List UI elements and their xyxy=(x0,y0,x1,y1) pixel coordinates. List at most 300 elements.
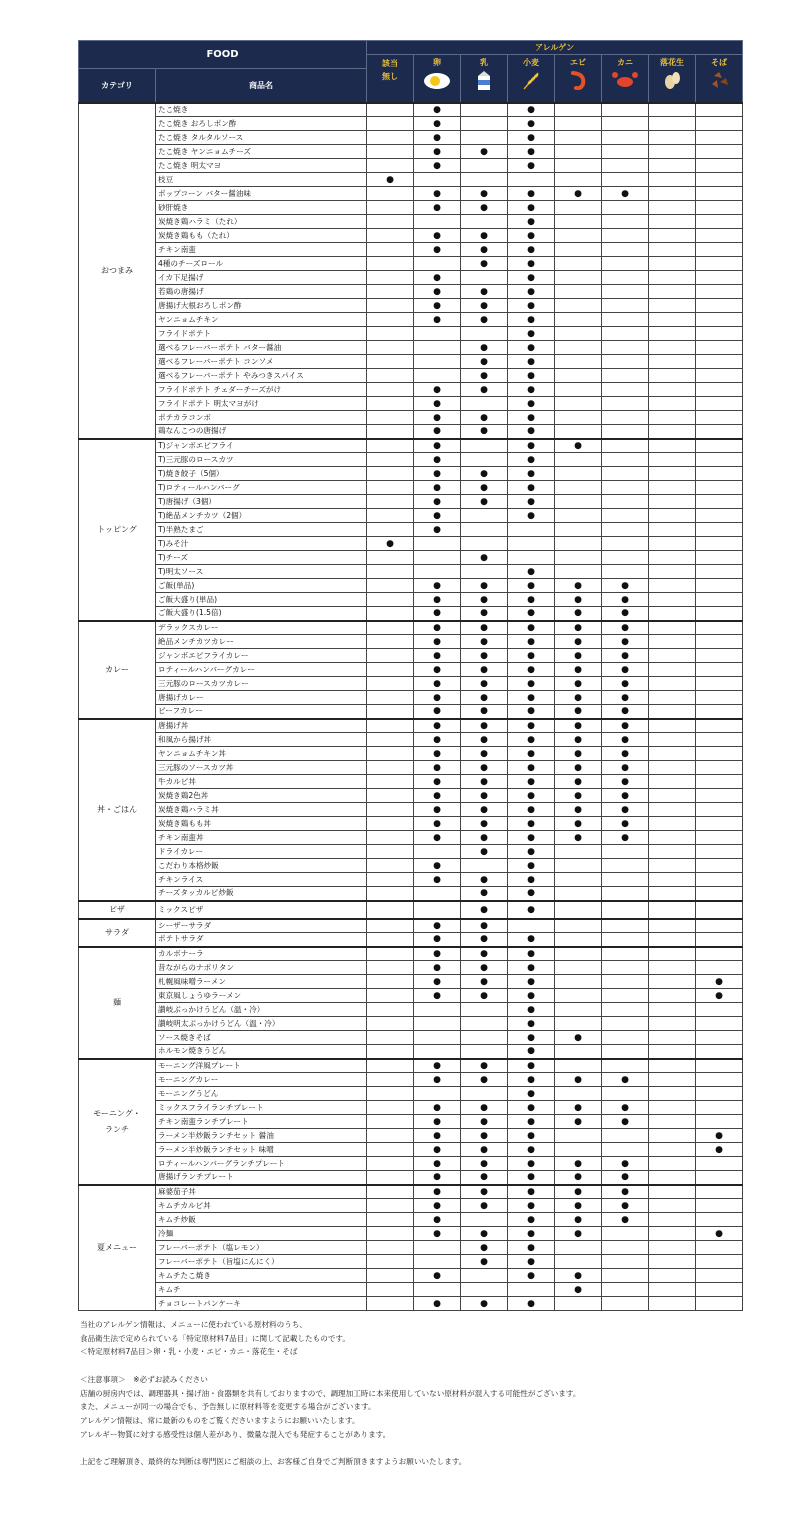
table-row xyxy=(79,933,743,947)
allergen-mark-cell: ● xyxy=(508,747,555,761)
allergen-mark-cell: ● xyxy=(461,369,508,383)
allergen-mark-cell: ● xyxy=(508,327,555,341)
allergen-mark-cell: ● xyxy=(508,1017,555,1031)
allergen-mark-cell: ● xyxy=(461,579,508,593)
category-label: 麺 xyxy=(113,997,121,1007)
allergen-mark-cell: ● xyxy=(414,1297,461,1311)
product-name: モーニングカレー xyxy=(156,1073,367,1087)
allergen-mark-cell xyxy=(649,369,696,383)
table-row xyxy=(79,691,743,705)
allergen-mark-cell xyxy=(602,509,649,523)
allergen-mark-cell xyxy=(649,509,696,523)
allergen-mark-cell xyxy=(555,1241,602,1255)
category-group xyxy=(79,719,743,901)
allergen-mark-cell xyxy=(696,1087,743,1101)
allergen-mark-cell: ● xyxy=(414,383,461,397)
allergen-mark-cell: ● xyxy=(414,1185,461,1199)
category-cell xyxy=(79,1059,156,1185)
allergen-mark-cell xyxy=(649,397,696,411)
table-row xyxy=(79,495,743,509)
product-name: T)明太ソース xyxy=(156,565,367,579)
allergen-mark-cell xyxy=(602,523,649,537)
allergen-mark-cell: ● xyxy=(508,397,555,411)
allergen-mark-cell: ● xyxy=(508,845,555,859)
allergen-mark-cell xyxy=(602,1269,649,1283)
allergen-mark-cell xyxy=(649,1283,696,1297)
allergen-mark-cell xyxy=(555,243,602,257)
allergen-mark-cell xyxy=(649,677,696,691)
table-row xyxy=(79,831,743,845)
product-name: モーニング洋風プレート xyxy=(156,1059,367,1073)
allergen-mark-cell xyxy=(602,439,649,453)
allergen-mark-cell xyxy=(555,495,602,509)
allergen-mark-cell xyxy=(602,341,649,355)
category-group xyxy=(79,1059,743,1185)
product-name: 選べるフレーバーポテト やみつきスパイス xyxy=(156,369,367,383)
product-name: シーザーサラダ xyxy=(156,919,367,933)
allergen-mark-cell: ● xyxy=(508,453,555,467)
allergen-mark-cell: ● xyxy=(508,1255,555,1269)
allergen-mark-cell xyxy=(602,1227,649,1241)
allergen-mark-cell xyxy=(555,103,602,117)
allergen-mark-cell xyxy=(461,1045,508,1059)
table-row xyxy=(79,1213,743,1227)
allergen-mark-cell: ● xyxy=(461,1073,508,1087)
allergen-mark-cell: ● xyxy=(414,747,461,761)
allergen-mark-cell: ● xyxy=(461,1101,508,1115)
allergen-mark-cell: ● xyxy=(602,831,649,845)
table-row xyxy=(79,789,743,803)
product-name: ポテトサラダ xyxy=(156,933,367,947)
product-name: T)唐揚げ（3個） xyxy=(156,495,367,509)
allergen-mark-cell: ● xyxy=(414,285,461,299)
product-name: フライドポテト チェダーチーズがけ xyxy=(156,383,367,397)
allergen-mark-cell: ● xyxy=(461,887,508,901)
allergen-mark-cell xyxy=(461,453,508,467)
allergen-mark-cell xyxy=(461,1087,508,1101)
allergen-mark-cell xyxy=(555,201,602,215)
allergen-mark-cell xyxy=(649,989,696,1003)
allergen-mark-cell xyxy=(367,1157,414,1171)
allergen-mark-cell: ● xyxy=(414,691,461,705)
allergen-mark-cell xyxy=(367,383,414,397)
allergen-mark-cell: ● xyxy=(602,1213,649,1227)
allergen-mark-cell xyxy=(508,551,555,565)
allergen-mark-cell xyxy=(461,1003,508,1017)
table-row xyxy=(79,1297,743,1311)
table-row xyxy=(79,159,743,173)
allergen-mark-cell xyxy=(649,705,696,719)
allergen-mark-cell xyxy=(649,201,696,215)
allergen-mark-cell xyxy=(367,817,414,831)
category-group xyxy=(79,947,743,1059)
allergen-mark-cell: ● xyxy=(508,961,555,975)
allergen-mark-cell xyxy=(367,243,414,257)
table-row xyxy=(79,677,743,691)
allergen-mark-cell: ● xyxy=(602,803,649,817)
allergen-mark-cell xyxy=(649,593,696,607)
allergen-mark-cell: ● xyxy=(555,607,602,621)
product-name: チーズタッカルビ炒飯 xyxy=(156,887,367,901)
allergen-mark-cell xyxy=(696,1297,743,1311)
table-row xyxy=(79,719,743,733)
table-row xyxy=(79,117,743,131)
allergen-mark-cell xyxy=(461,1017,508,1031)
allergen-mark-cell xyxy=(555,159,602,173)
allergen-mark-cell: ● xyxy=(555,1185,602,1199)
allergen-mark-cell xyxy=(461,859,508,873)
allergen-mark-cell: ● xyxy=(414,1213,461,1227)
allergen-mark-cell: ● xyxy=(461,551,508,565)
allergen-mark-cell xyxy=(555,327,602,341)
allergen-mark-cell: ● xyxy=(414,397,461,411)
table-row xyxy=(79,975,743,989)
allergen-mark-cell: ● xyxy=(508,495,555,509)
allergen-mark-cell: ● xyxy=(414,425,461,439)
allergen-mark-cell xyxy=(649,859,696,873)
allergen-mark-cell xyxy=(367,831,414,845)
allergen-mark-cell xyxy=(461,565,508,579)
crab-column-header xyxy=(602,55,649,103)
table-row xyxy=(79,873,743,887)
table-row xyxy=(79,1087,743,1101)
allergen-mark-cell: ● xyxy=(508,509,555,523)
product-name: キムチ xyxy=(156,1283,367,1297)
allergen-mark-cell xyxy=(602,975,649,989)
allergen-mark-cell: ● xyxy=(602,1157,649,1171)
allergen-mark-cell xyxy=(602,1283,649,1297)
allergen-mark-cell: ● xyxy=(508,481,555,495)
allergen-mark-cell xyxy=(414,257,461,271)
allergen-mark-cell xyxy=(367,201,414,215)
allergen-mark-cell xyxy=(367,565,414,579)
product-name: 鶏なんこつの唐揚げ xyxy=(156,425,367,439)
allergen-mark-cell xyxy=(555,425,602,439)
allergen-mark-cell xyxy=(696,1115,743,1129)
allergen-mark-cell: ● xyxy=(461,649,508,663)
allergen-mark-cell xyxy=(602,481,649,495)
product-name: 枝豆 xyxy=(156,173,367,187)
allergen-mark-cell: ● xyxy=(508,989,555,1003)
allergen-mark-cell xyxy=(696,159,743,173)
allergen-mark-cell: ● xyxy=(414,621,461,635)
allergen-mark-cell: ● xyxy=(555,705,602,719)
allergen-mark-cell xyxy=(555,859,602,873)
allergen-mark-cell: ● xyxy=(414,411,461,425)
allergen-mark-cell xyxy=(367,975,414,989)
allergen-mark-cell xyxy=(649,733,696,747)
allergen-mark-cell xyxy=(649,975,696,989)
allergen-mark-cell: ● xyxy=(508,873,555,887)
allergen-mark-cell: ● xyxy=(508,439,555,453)
table-row xyxy=(79,621,743,635)
allergen-mark-cell: ● xyxy=(414,789,461,803)
allergen-mark-cell xyxy=(508,919,555,933)
milk-column-header xyxy=(461,55,508,103)
allergen-mark-cell xyxy=(602,933,649,947)
allergen-mark-cell: ● xyxy=(461,873,508,887)
allergen-mark-cell xyxy=(555,947,602,961)
allergen-mark-cell xyxy=(367,327,414,341)
allergen-mark-cell xyxy=(602,285,649,299)
product-name: カルボナーラ xyxy=(156,947,367,961)
allergen-mark-cell xyxy=(414,1241,461,1255)
allergen-mark-cell xyxy=(555,285,602,299)
allergen-mark-cell: ● xyxy=(555,1073,602,1087)
allergen-mark-cell: ● xyxy=(555,733,602,747)
allergen-mark-cell xyxy=(555,383,602,397)
allergen-mark-cell xyxy=(414,537,461,551)
allergen-mark-cell xyxy=(555,131,602,145)
shrimp-label: エビ xyxy=(570,58,587,67)
allergen-mark-cell xyxy=(696,523,743,537)
allergen-mark-cell xyxy=(461,173,508,187)
allergen-mark-cell xyxy=(696,775,743,789)
allergen-mark-cell: ● xyxy=(508,271,555,285)
table-row xyxy=(79,901,743,919)
allergen-mark-cell xyxy=(461,439,508,453)
allergen-mark-cell xyxy=(696,1269,743,1283)
allergen-mark-cell xyxy=(649,761,696,775)
allergen-mark-cell xyxy=(367,635,414,649)
allergen-mark-cell: ● xyxy=(508,901,555,919)
allergen-mark-cell: ● xyxy=(414,663,461,677)
product-name: T)チーズ xyxy=(156,551,367,565)
allergen-mark-cell xyxy=(696,1017,743,1031)
allergen-mark-cell: ● xyxy=(508,1199,555,1213)
allergen-mark-cell: ● xyxy=(414,1059,461,1073)
allergen-mark-cell: ● xyxy=(461,621,508,635)
allergen-mark-cell: ● xyxy=(555,1227,602,1241)
allergen-mark-cell xyxy=(602,873,649,887)
allergen-mark-cell xyxy=(461,131,508,145)
allergen-mark-cell xyxy=(508,537,555,551)
allergen-mark-cell: ● xyxy=(508,607,555,621)
allergen-mark-cell xyxy=(696,873,743,887)
allergen-mark-cell: ● xyxy=(414,919,461,933)
allergen-mark-cell xyxy=(649,961,696,975)
allergen-mark-cell xyxy=(649,1185,696,1199)
peanut-icon xyxy=(657,70,687,90)
category-cell xyxy=(79,919,156,947)
allergen-mark-cell: ● xyxy=(414,495,461,509)
allergen-mark-cell xyxy=(414,901,461,919)
allergen-mark-cell xyxy=(367,859,414,873)
allergen-mark-cell: ● xyxy=(508,705,555,719)
allergen-mark-cell xyxy=(367,1045,414,1059)
allergen-mark-cell: ● xyxy=(602,775,649,789)
allergen-mark-cell: ● xyxy=(461,383,508,397)
allergen-mark-cell xyxy=(367,733,414,747)
category-label: ランチ xyxy=(105,1124,129,1134)
allergen-mark-cell: ● xyxy=(555,789,602,803)
allergen-mark-cell xyxy=(602,961,649,975)
product-name: ミックスピザ xyxy=(156,901,367,919)
allergen-mark-cell: ● xyxy=(555,635,602,649)
allergen-mark-cell xyxy=(649,1255,696,1269)
crab-label: カニ xyxy=(617,58,634,67)
milk-icon xyxy=(469,70,499,90)
milk-label: 乳 xyxy=(480,58,489,67)
allergen-mark-cell xyxy=(649,1241,696,1255)
allergen-mark-cell: ● xyxy=(414,159,461,173)
allergen-mark-cell: ● xyxy=(414,947,461,961)
allergen-mark-cell: ● xyxy=(461,919,508,933)
allergen-mark-cell xyxy=(696,607,743,621)
allergen-mark-cell xyxy=(649,215,696,229)
allergen-mark-cell: ● xyxy=(508,719,555,733)
allergen-mark-cell xyxy=(696,1157,743,1171)
allergen-mark-cell xyxy=(367,789,414,803)
product-name: 4種のチーズロール xyxy=(156,257,367,271)
product-name: ラーメン半炒飯ランチセット 味噌 xyxy=(156,1143,367,1157)
allergen-mark-cell xyxy=(696,933,743,947)
allergen-mark-cell xyxy=(602,453,649,467)
allergen-mark-cell: ● xyxy=(414,975,461,989)
allergen-mark-cell xyxy=(696,537,743,551)
allergen-mark-cell: ● xyxy=(414,453,461,467)
table-row xyxy=(79,1255,743,1269)
allergen-mark-cell: ● xyxy=(555,803,602,817)
allergen-mark-cell: ● xyxy=(461,299,508,313)
table-row xyxy=(79,1003,743,1017)
allergen-mark-cell xyxy=(367,593,414,607)
allergen-mark-cell: ● xyxy=(367,173,414,187)
table-row xyxy=(79,187,743,201)
allergen-mark-cell xyxy=(696,1073,743,1087)
product-name: 炭焼き鶏ハラミ（たれ） xyxy=(156,215,367,229)
allergen-mark-cell xyxy=(649,901,696,919)
allergen-mark-cell xyxy=(696,299,743,313)
allergen-mark-cell: ● xyxy=(461,593,508,607)
allergen-mark-cell xyxy=(696,705,743,719)
allergen-mark-cell: ● xyxy=(367,537,414,551)
allergen-mark-cell xyxy=(414,845,461,859)
allergen-mark-cell xyxy=(696,453,743,467)
allergen-mark-cell xyxy=(367,215,414,229)
product-name: イカ下足揚げ xyxy=(156,271,367,285)
allergen-mark-cell xyxy=(367,1199,414,1213)
allergen-mark-cell xyxy=(555,313,602,327)
allergen-mark-cell xyxy=(696,551,743,565)
allergen-mark-cell: ● xyxy=(508,411,555,425)
allergen-mark-cell xyxy=(696,215,743,229)
allergen-mark-cell xyxy=(602,243,649,257)
allergen-mark-cell xyxy=(649,495,696,509)
allergen-mark-cell xyxy=(367,481,414,495)
allergen-mark-cell xyxy=(649,887,696,901)
table-row xyxy=(79,1073,743,1087)
allergen-mark-cell xyxy=(649,117,696,131)
category-label: サラダ xyxy=(105,927,129,937)
allergen-mark-cell xyxy=(367,229,414,243)
table-row xyxy=(79,467,743,481)
allergen-mark-cell: ● xyxy=(461,607,508,621)
allergen-mark-cell xyxy=(367,1227,414,1241)
allergen-mark-cell xyxy=(696,901,743,919)
allergen-mark-cell: ● xyxy=(414,243,461,257)
allergen-mark-cell: ● xyxy=(508,887,555,901)
crab-icon xyxy=(610,70,640,90)
allergen-mark-cell xyxy=(649,719,696,733)
allergen-mark-cell xyxy=(696,201,743,215)
allergen-mark-cell xyxy=(696,187,743,201)
allergen-mark-cell xyxy=(649,565,696,579)
allergen-mark-cell xyxy=(555,1143,602,1157)
product-name: こだわり本格炒飯 xyxy=(156,859,367,873)
allergen-mark-cell: ● xyxy=(414,1269,461,1283)
allergen-mark-cell xyxy=(696,789,743,803)
allergen-mark-cell: ● xyxy=(414,873,461,887)
allergen-mark-cell: ● xyxy=(508,215,555,229)
allergen-mark-cell: ● xyxy=(461,705,508,719)
allergen-mark-cell: ● xyxy=(461,975,508,989)
allergen-mark-cell xyxy=(696,509,743,523)
allergen-mark-cell xyxy=(696,229,743,243)
allergen-mark-cell: ● xyxy=(508,733,555,747)
allergen-mark-cell: ● xyxy=(414,1157,461,1171)
allergen-mark-cell xyxy=(696,733,743,747)
allergen-mark-cell: ● xyxy=(461,747,508,761)
caution-line-3: アレルゲン情報は、常に最新のものをご覧くださいますようにお願いいたします。 xyxy=(80,1415,360,1425)
allergen-mark-cell xyxy=(555,873,602,887)
allergen-mark-cell: ● xyxy=(461,187,508,201)
allergen-mark-cell: ● xyxy=(508,1045,555,1059)
product-name: たこ焼き おろしポン酢 xyxy=(156,117,367,131)
allergen-mark-cell xyxy=(696,495,743,509)
allergen-mark-cell xyxy=(649,327,696,341)
allergen-mark-cell: ● xyxy=(508,467,555,481)
allergen-mark-cell: ● xyxy=(602,789,649,803)
allergen-mark-cell xyxy=(696,1045,743,1059)
table-row xyxy=(79,1017,743,1031)
allergen-mark-cell xyxy=(414,1003,461,1017)
product-name: 炭焼き鶏もも丼 xyxy=(156,817,367,831)
allergen-mark-cell xyxy=(649,1227,696,1241)
food-header: FOOD xyxy=(79,41,367,69)
allergen-mark-cell xyxy=(696,173,743,187)
category-header: カテゴリ xyxy=(79,69,156,103)
allergen-mark-cell: ● xyxy=(508,355,555,369)
allergen-mark-cell: ● xyxy=(414,467,461,481)
allergen-mark-cell xyxy=(367,901,414,919)
product-name: チキン南蛮 xyxy=(156,243,367,257)
allergen-mark-cell xyxy=(649,933,696,947)
category-cell xyxy=(79,103,156,439)
allergen-mark-cell: ● xyxy=(508,243,555,257)
allergen-mark-cell xyxy=(367,551,414,565)
allergen-mark-cell xyxy=(696,243,743,257)
allergen-mark-cell xyxy=(649,1297,696,1311)
note-intro-3: ＜特定原材料7品目＞卵・乳・小麦・エビ・カニ・落花生・そば xyxy=(80,1347,298,1357)
allergen-mark-cell: ● xyxy=(696,975,743,989)
allergen-mark-cell xyxy=(649,1087,696,1101)
allergen-mark-cell: ● xyxy=(508,1171,555,1185)
table-row xyxy=(79,593,743,607)
allergen-mark-cell: ● xyxy=(602,719,649,733)
allergen-mark-cell xyxy=(461,159,508,173)
table-row xyxy=(79,1241,743,1255)
allergen-mark-cell: ● xyxy=(461,1129,508,1143)
allergen-mark-cell xyxy=(555,845,602,859)
allergen-mark-cell xyxy=(602,1031,649,1045)
allergen-mark-cell: ● xyxy=(602,677,649,691)
allergen-mark-cell xyxy=(696,1213,743,1227)
category-cell xyxy=(79,1185,156,1311)
table-row xyxy=(79,775,743,789)
allergen-mark-cell xyxy=(696,383,743,397)
allergen-mark-cell xyxy=(367,1101,414,1115)
